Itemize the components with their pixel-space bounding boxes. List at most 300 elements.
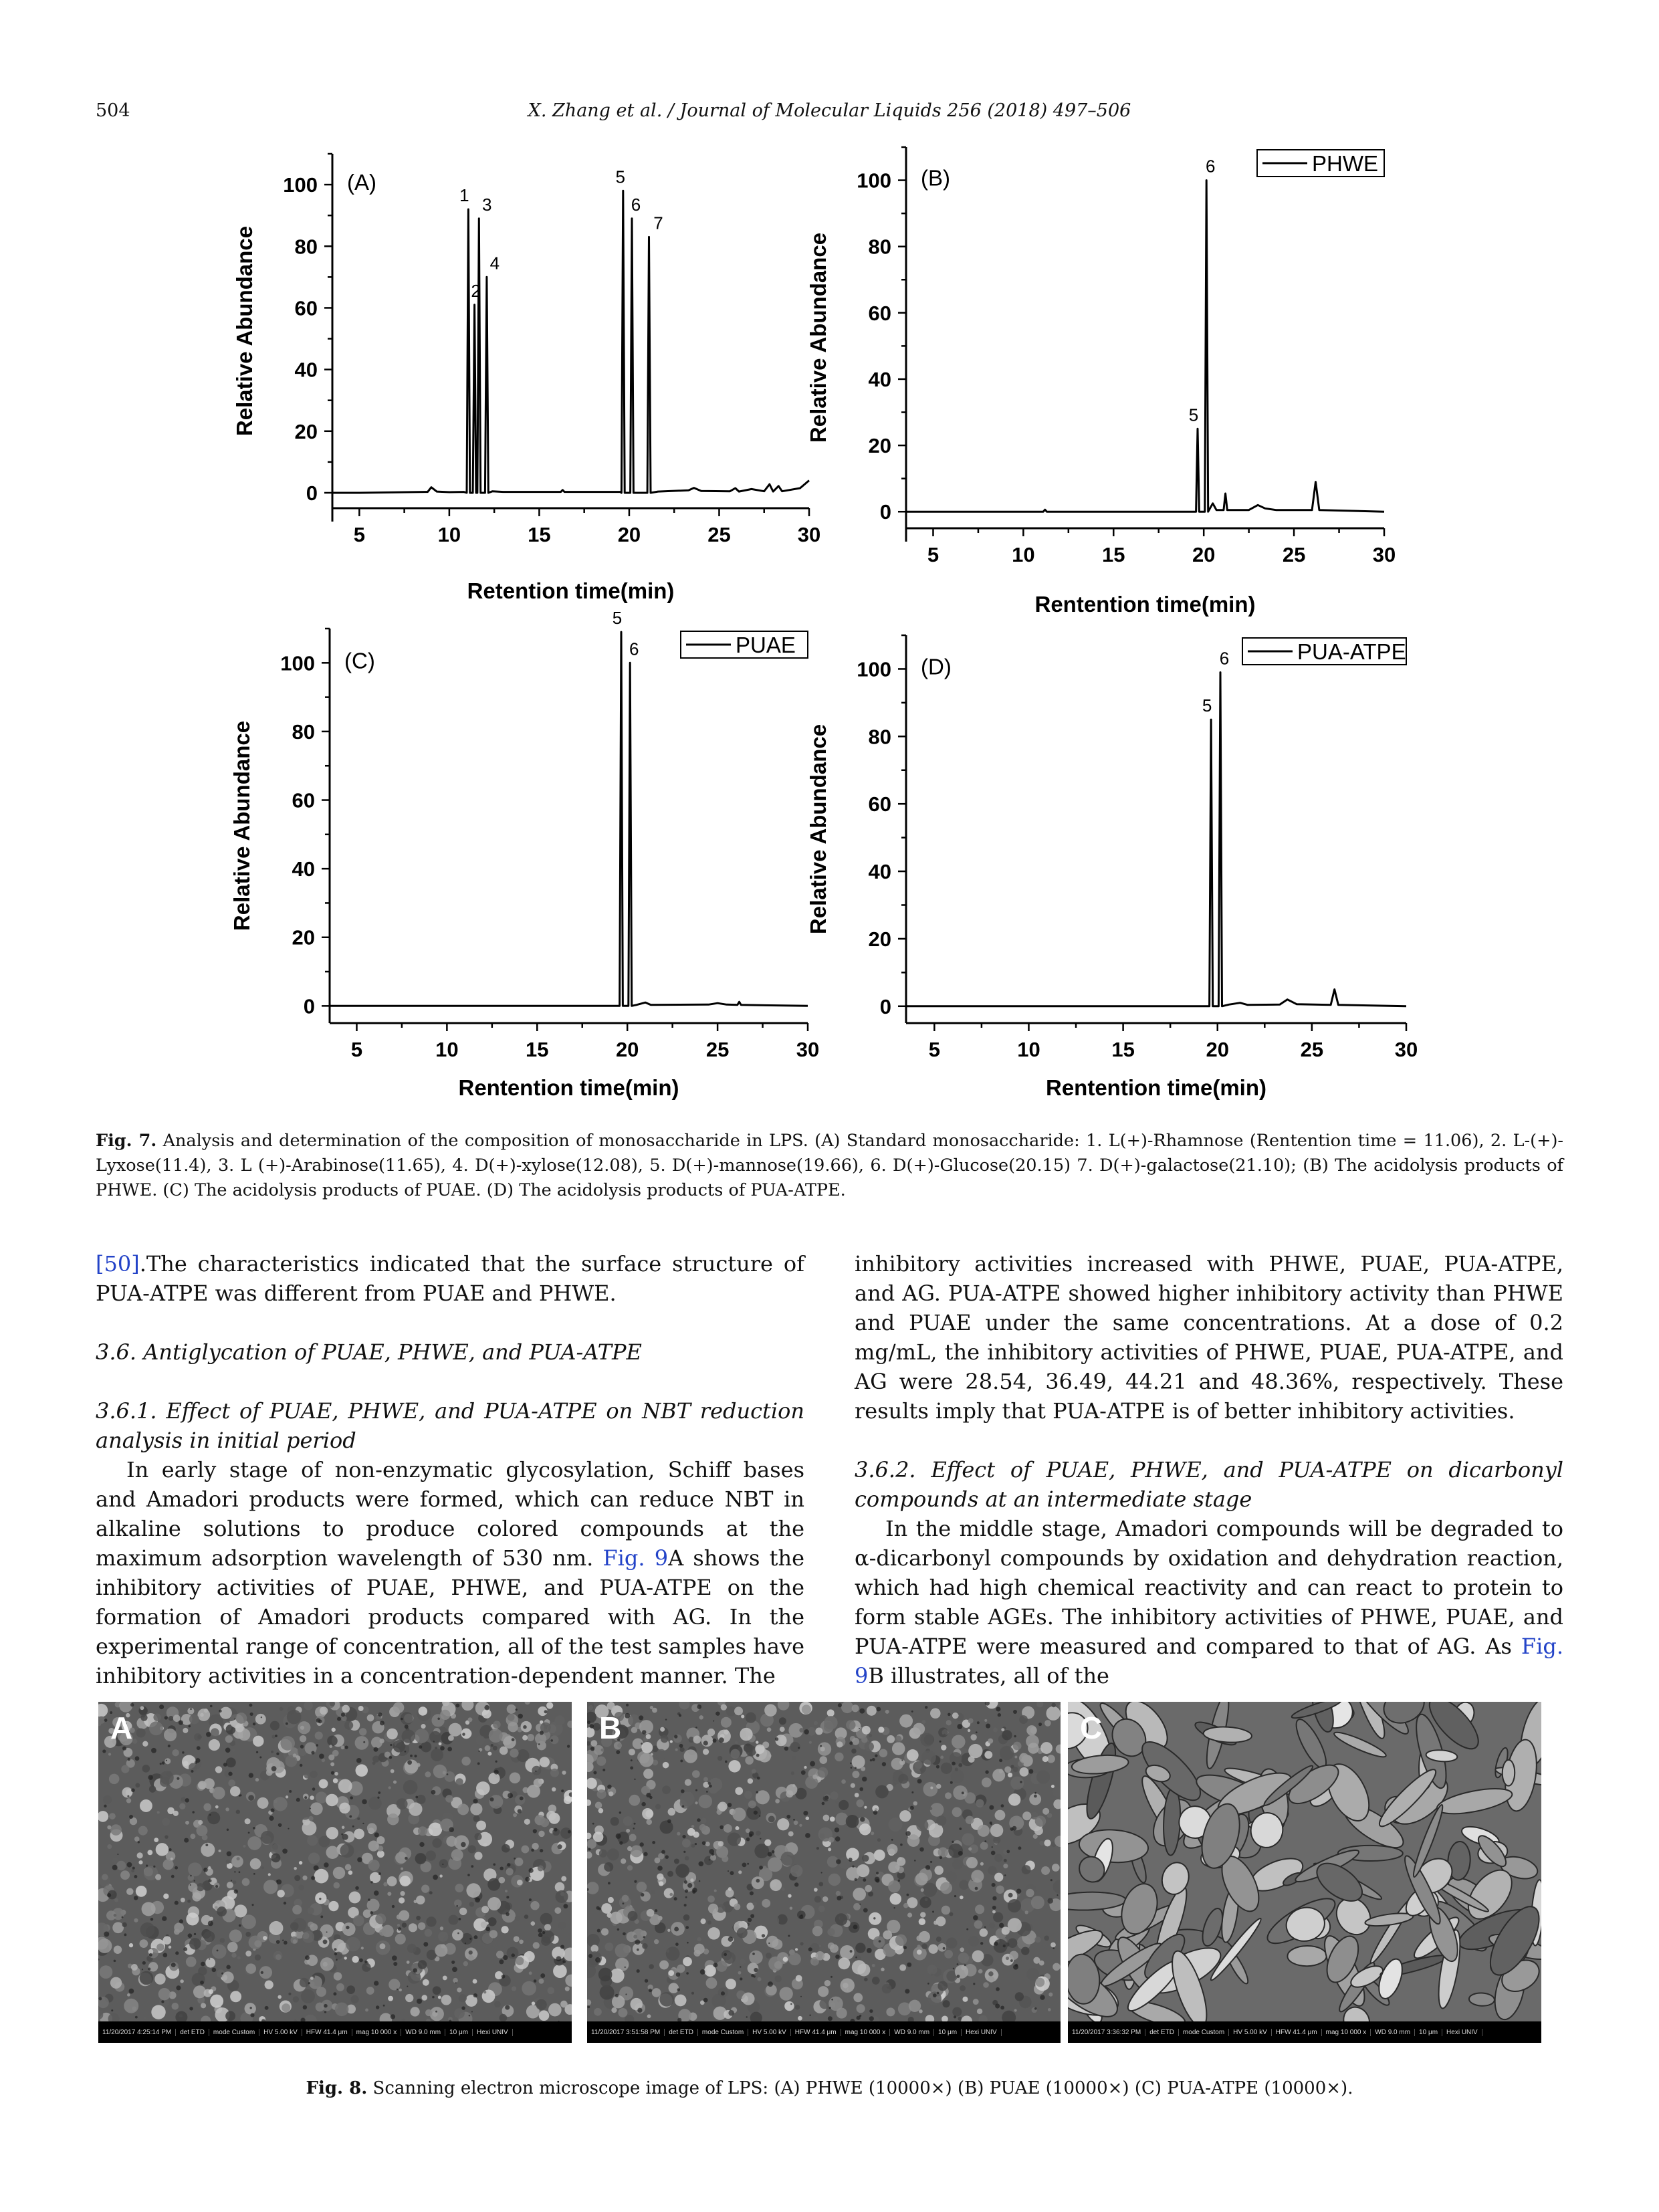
peak-label: 5 <box>1202 695 1212 716</box>
fig9-link[interactable]: Fig. 9 <box>602 1545 669 1571</box>
sem-grain <box>952 1735 965 1749</box>
sem-grain <box>532 2001 535 2005</box>
sem-grain <box>955 1767 958 1771</box>
sem-grain <box>775 1799 780 1803</box>
sem-grain <box>693 1736 701 1744</box>
sem-grain <box>388 1996 393 2001</box>
sem-grain <box>540 1757 550 1767</box>
sem-grain <box>329 1745 332 1748</box>
sem-pore <box>713 1721 714 1722</box>
sem-grain <box>929 1807 932 1810</box>
sem-grain <box>878 1727 884 1733</box>
sem-grain <box>907 1897 917 1908</box>
sem-grain <box>595 1801 602 1808</box>
sem-pore <box>587 2005 590 2008</box>
sem-grain <box>268 1873 271 1876</box>
sem-pore <box>518 1714 523 1719</box>
sem-pore <box>271 1766 277 1771</box>
sem-pore <box>828 2016 833 2021</box>
sem-grain <box>717 1756 722 1761</box>
sem-pore <box>706 1791 708 1793</box>
sem-grain <box>654 1939 659 1944</box>
x-tick-label: 25 <box>705 1038 730 1061</box>
sem-grain <box>639 1753 653 1767</box>
sem-pore <box>194 1880 195 1881</box>
sem-bar-a-8: Hexi UNIV <box>473 2029 513 2036</box>
sem-pore <box>189 2007 193 2010</box>
sem-pore <box>893 1907 895 1908</box>
sem-pore <box>838 1703 842 1707</box>
sem-grain <box>367 1823 377 1833</box>
left-para-1a: In early stage of non-enzymatic glycosylation, Schiff bases and Amadori products were formed, which can reduce NBT in alkaline solutions to produce colored compounds at the maximum adsorption wavelength of 530 nm. <box>96 1457 804 1571</box>
sem-grain <box>314 1869 329 1884</box>
sem-grain <box>524 1819 530 1825</box>
ref-link-50[interactable]: [50] <box>96 1251 140 1277</box>
sem-grain <box>919 1918 925 1925</box>
sem-grain <box>227 1882 233 1888</box>
sem-grain <box>185 1821 189 1825</box>
sem-pore <box>995 2003 1000 2008</box>
sem-grain <box>160 1771 173 1784</box>
sem-image-b <box>587 1702 1061 2043</box>
sem-grain <box>187 1900 191 1903</box>
sem-grain <box>971 1870 984 1882</box>
sem-pore <box>872 1758 875 1761</box>
sem-grain <box>706 1977 717 1989</box>
sem-pore <box>1034 2007 1037 2010</box>
sem-grain <box>770 1879 782 1891</box>
sem-grain <box>310 1795 314 1800</box>
y-tick-label: 80 <box>294 235 318 259</box>
sem-pore <box>324 1862 328 1867</box>
sem-grain <box>379 1739 384 1743</box>
sem-pore <box>538 1743 540 1745</box>
sem-grain <box>642 1943 648 1949</box>
sem-pore <box>863 1908 868 1912</box>
sem-bar-a-6: WD 9.0 mm <box>401 2029 445 2036</box>
sem-grain <box>524 1914 528 1918</box>
sem-grain <box>172 1749 179 1756</box>
sem-grain <box>708 1782 711 1785</box>
sem-grain <box>599 1850 607 1858</box>
sem-grain <box>649 1964 653 1969</box>
x-tick-label: 25 <box>1282 543 1306 566</box>
sem-grain <box>838 1957 850 1969</box>
sem-pore <box>962 1791 964 1794</box>
sem-grain <box>530 1901 539 1910</box>
sem-grain <box>995 1810 1006 1821</box>
sem-pore <box>473 1799 477 1803</box>
sem-grain <box>234 1904 247 1917</box>
sem-grain <box>1026 1725 1036 1735</box>
sem-grain <box>814 1896 821 1902</box>
sem-pore <box>304 1796 307 1799</box>
sem-pore <box>984 1926 986 1928</box>
sem-grain <box>907 1912 912 1917</box>
sem-pore <box>239 1871 241 1873</box>
sem-grain <box>487 1878 500 1891</box>
sem-pore <box>973 1983 975 1985</box>
sem-grain <box>600 1985 615 2000</box>
sem-grain <box>598 1808 604 1813</box>
sem-grain <box>273 1951 283 1961</box>
x-tick-label: 5 <box>350 1038 363 1061</box>
sem-grain <box>919 1896 931 1908</box>
sem-grain <box>470 1803 482 1815</box>
sem-pore <box>746 2016 748 2017</box>
sem-pore <box>525 1877 530 1882</box>
sem-grain <box>241 1914 256 1929</box>
sem-pore <box>493 1863 495 1866</box>
sem-pore <box>259 1756 261 1758</box>
sem-grain <box>181 1898 185 1902</box>
sem-pore <box>208 1921 213 1926</box>
sem-pore <box>957 1975 960 1978</box>
sem-pore <box>637 1969 640 1973</box>
sem-grain <box>416 1896 425 1905</box>
sem-pore <box>334 1953 337 1955</box>
legend-label: PUA-ATPE <box>1297 639 1406 664</box>
sem-grain <box>788 1953 801 1965</box>
sem-pore <box>1050 1879 1053 1881</box>
sem-grain <box>942 1906 950 1914</box>
sem-grain <box>812 1926 822 1936</box>
sem-grain <box>980 1862 984 1866</box>
sem-pore <box>685 1926 689 1929</box>
sem-grain <box>1006 1957 1009 1960</box>
sem-grain <box>445 1795 453 1802</box>
sem-pore <box>533 1829 537 1833</box>
sem-grain <box>271 1853 281 1862</box>
sem-grain <box>149 1785 156 1793</box>
sem-grain <box>992 1910 996 1914</box>
sem-pore <box>467 1874 470 1876</box>
sem-pore <box>1012 1826 1017 1831</box>
sem-grain <box>988 1739 993 1744</box>
sem-grain <box>454 1835 469 1850</box>
sem-grain <box>1052 1864 1060 1872</box>
sem-grain <box>213 1787 225 1799</box>
sem-pore <box>455 1982 457 1983</box>
sem-grain <box>973 1999 979 2005</box>
sem-pore <box>397 1989 398 1990</box>
sem-grain <box>641 1742 653 1753</box>
sem-pore <box>730 1871 734 1875</box>
sem-grain <box>201 2003 206 2008</box>
y-tick-label: 60 <box>292 788 315 812</box>
sem-grain <box>342 1705 350 1713</box>
sem-grain <box>1050 1943 1056 1948</box>
sem-pore <box>556 1956 562 1961</box>
sem-grain <box>752 1769 756 1773</box>
sem-pore <box>700 1969 705 1975</box>
sem-grain <box>930 1787 933 1789</box>
sem-pore <box>111 2009 113 2011</box>
sem-grain <box>320 1957 334 1971</box>
sem-grain <box>327 1736 338 1747</box>
sem-pore <box>542 1931 545 1934</box>
sem-pore <box>380 1721 384 1725</box>
sem-pore <box>615 1994 619 1997</box>
sem-pore <box>160 1763 162 1765</box>
sem-grain <box>915 1873 928 1886</box>
sem-pore <box>389 1756 393 1759</box>
sem-grain <box>892 1742 905 1755</box>
sem-grain <box>668 1808 676 1816</box>
sem-grain <box>156 1843 169 1856</box>
sem-grain <box>389 1979 400 1990</box>
sem-pore <box>634 1880 637 1883</box>
sem-grain <box>205 1958 215 1968</box>
sem-pore <box>142 1961 146 1965</box>
sem-grain <box>857 2004 865 2013</box>
sem-grain <box>435 1944 447 1957</box>
sem-pore <box>822 1802 825 1805</box>
sem-grain <box>189 1715 199 1725</box>
sem-pore <box>184 1838 189 1843</box>
sem-grain <box>851 1783 855 1788</box>
sem-pore <box>749 1834 752 1837</box>
sem-grain <box>229 1930 242 1943</box>
sem-pore <box>619 1841 623 1844</box>
sem-pore <box>641 1743 643 1745</box>
sem-grain <box>552 1787 556 1791</box>
sem-grain <box>441 1995 452 2005</box>
sem-grain <box>889 1817 903 1832</box>
sem-grain <box>109 1813 116 1819</box>
x-tick-label: 30 <box>797 523 821 546</box>
sem-pore <box>835 1836 841 1842</box>
sem-pore <box>1034 1792 1036 1794</box>
sem-grain <box>326 1794 338 1807</box>
sem-grain <box>899 1810 911 1821</box>
sem-grain <box>147 1850 152 1856</box>
sem-grain <box>308 1852 320 1864</box>
sem-grain <box>263 1936 267 1940</box>
sem-grain <box>457 1987 461 1992</box>
sem-grain <box>796 1975 802 1982</box>
sem-grain <box>280 1707 284 1711</box>
sem-pore <box>112 1865 118 1870</box>
sem-pore <box>680 1760 683 1763</box>
sem-grain <box>418 1922 426 1930</box>
sem-pore <box>269 1816 273 1821</box>
sem-grain <box>655 1804 661 1809</box>
sem-grain <box>332 1728 336 1732</box>
sem-pore <box>197 1746 201 1750</box>
sem-pore <box>462 1733 465 1736</box>
sem-pore <box>506 1912 510 1916</box>
sem-grain <box>660 1820 673 1834</box>
sem-grain <box>247 1836 261 1850</box>
sem-pore <box>356 1758 362 1763</box>
sem-pore <box>175 1866 178 1870</box>
sem-pore <box>135 1756 140 1761</box>
sem-grain <box>610 1912 622 1924</box>
sem-grain <box>936 1916 946 1926</box>
sem-pore <box>415 1796 418 1799</box>
sem-grain <box>946 1872 957 1883</box>
sem-grain <box>830 1945 839 1953</box>
sem-grain <box>692 1770 700 1778</box>
sem-grain <box>968 1718 974 1723</box>
sem-grain <box>377 1850 384 1858</box>
sem-grain <box>952 2007 962 2017</box>
sem-grain <box>513 1813 517 1817</box>
y-tick-label: 100 <box>283 173 318 197</box>
sem-pore <box>471 1865 473 1868</box>
y-tick-label: 20 <box>868 927 891 951</box>
sem-pore <box>310 1807 311 1809</box>
sem-grain <box>474 1833 481 1840</box>
sem-grain <box>131 1869 134 1872</box>
sem-grain <box>270 1721 280 1731</box>
sem-pore <box>117 1854 118 1855</box>
right-para-1 <box>855 1514 1563 1690</box>
sem-pore <box>393 1962 397 1966</box>
sem-pore <box>849 1741 853 1745</box>
sem-pore <box>455 1704 459 1708</box>
sem-pore <box>442 1864 443 1865</box>
sem-pore <box>225 1748 231 1753</box>
sem-pore <box>146 1864 148 1866</box>
sem-grain <box>667 1929 670 1932</box>
sem-grain <box>489 1729 503 1743</box>
sem-pore <box>925 1706 927 1708</box>
sem-grain <box>391 1769 395 1773</box>
sem-pore <box>114 1960 116 1963</box>
sem-pore <box>212 1968 217 1973</box>
sem-grain <box>451 1849 463 1861</box>
x-tick-label: 5 <box>927 543 939 566</box>
sem-grain <box>629 1795 641 1806</box>
sem-grain <box>333 1867 345 1879</box>
sem-pore <box>952 1762 956 1766</box>
sem-pore <box>129 1815 133 1819</box>
sem-grain <box>449 1723 462 1737</box>
sem-grain <box>248 1795 254 1801</box>
sem-pore <box>859 1904 861 1905</box>
sem-pore <box>597 1929 600 1932</box>
sem-grain <box>210 1995 223 2008</box>
sem-pore <box>831 1999 833 2001</box>
sem-grain <box>795 2005 800 2009</box>
sem-pore <box>684 1880 687 1884</box>
sem-grain <box>683 1914 690 1921</box>
sem-pore <box>699 1880 700 1882</box>
sem-pore <box>682 1805 685 1808</box>
sem-grain <box>941 1763 952 1774</box>
y-tick-label: 40 <box>868 367 891 391</box>
sem-pore <box>746 1838 750 1841</box>
sem-grain <box>1041 1866 1050 1875</box>
sem-grain <box>425 2009 432 2016</box>
sem-grain <box>225 2011 235 2021</box>
sem-pore <box>166 1760 167 1761</box>
sem-pore <box>433 1741 435 1742</box>
sem-grain <box>255 1714 266 1725</box>
y-tick-label: 60 <box>294 296 318 320</box>
sem-pore <box>849 1858 853 1862</box>
sem-pore <box>869 2016 874 2021</box>
sem-grain <box>920 1733 933 1747</box>
x-axis-label: Rentention time(min) <box>1046 1075 1266 1100</box>
sem-grain <box>677 1832 680 1836</box>
sem-grain <box>481 1906 489 1913</box>
sem-pore <box>948 1713 951 1717</box>
sem-grain <box>684 1749 697 1763</box>
sem-grain <box>661 1735 669 1743</box>
sem-grain <box>695 1801 697 1804</box>
sem-grain <box>439 1859 448 1868</box>
sem-grain <box>1048 1993 1053 1997</box>
sem-pore <box>702 1841 706 1845</box>
sem-grain <box>328 1755 334 1761</box>
sem-pore <box>175 1951 179 1955</box>
sem-pore <box>713 1739 717 1743</box>
sem-grain <box>835 1913 848 1926</box>
sem-grain <box>953 1785 968 1800</box>
sem-pore <box>760 1838 761 1840</box>
running-head: X. Zhang et al. / Journal of Molecular Liquids 256 (2018) 497–506 <box>528 100 1131 121</box>
sem-grain <box>685 1779 691 1786</box>
sem-grain <box>724 1824 732 1833</box>
sem-grain <box>762 1899 770 1908</box>
sem-grain <box>202 1834 208 1840</box>
sem-grain <box>489 1930 497 1938</box>
sem-pore <box>228 1772 232 1776</box>
fig9-link-b[interactable]: Fig. 9 <box>855 1634 1563 1688</box>
fig8-caption <box>0 2078 1659 2098</box>
sem-grain <box>827 1928 835 1936</box>
sem-grain <box>936 1937 942 1942</box>
sem-grain <box>984 1751 992 1759</box>
sem-grain <box>230 1786 240 1796</box>
y-tick-label: 20 <box>294 419 318 443</box>
sem-grain <box>601 1928 609 1935</box>
sem-pore <box>562 1960 566 1963</box>
sem-grain <box>968 1729 970 1732</box>
y-axis-label: Relative Abundance <box>232 225 257 437</box>
x-tick-label: 20 <box>615 1038 639 1061</box>
sem-grain <box>322 1759 325 1762</box>
subsection-heading-3-6-2: 3.6.2. Effect of PUAE, PHWE, and PUA-ATPE on dicarbonyl compounds at an intermediate stage <box>855 1457 1563 1512</box>
sem-grain <box>741 1715 744 1718</box>
left-para-1b: A shows the inhibitory activities of PUAE, PHWE, and PUA-ATPE on the formation of Amadori products compared with AG. In the experimental range of concentration, all of the test samples have inhibitory activities in a concentration-dependent manner. The <box>96 1545 805 1688</box>
sem-grain <box>691 1844 695 1848</box>
sem-grain <box>728 1887 732 1891</box>
sem-grain <box>840 1945 855 1960</box>
sem-grain <box>527 1734 534 1741</box>
sem-grain <box>1008 1939 1017 1948</box>
sem-pore <box>529 1868 534 1873</box>
sem-bar-c-1: det ETD <box>1145 2029 1179 2036</box>
sem-grain <box>304 1773 310 1779</box>
sem-grain <box>514 1936 520 1942</box>
sem-grain <box>728 2010 734 2016</box>
sem-pore <box>550 1739 553 1742</box>
sem-pore <box>447 1747 452 1751</box>
sem-grain <box>804 1766 806 1769</box>
sem-grain <box>335 2002 349 2016</box>
sem-pore <box>414 1755 417 1757</box>
sem-grain <box>426 1916 436 1926</box>
sem-pore <box>991 1851 996 1856</box>
sem-pore <box>665 1855 669 1859</box>
sem-pore <box>252 1904 254 1906</box>
sem-pore <box>619 1811 622 1814</box>
sem-grain <box>764 1704 777 1717</box>
